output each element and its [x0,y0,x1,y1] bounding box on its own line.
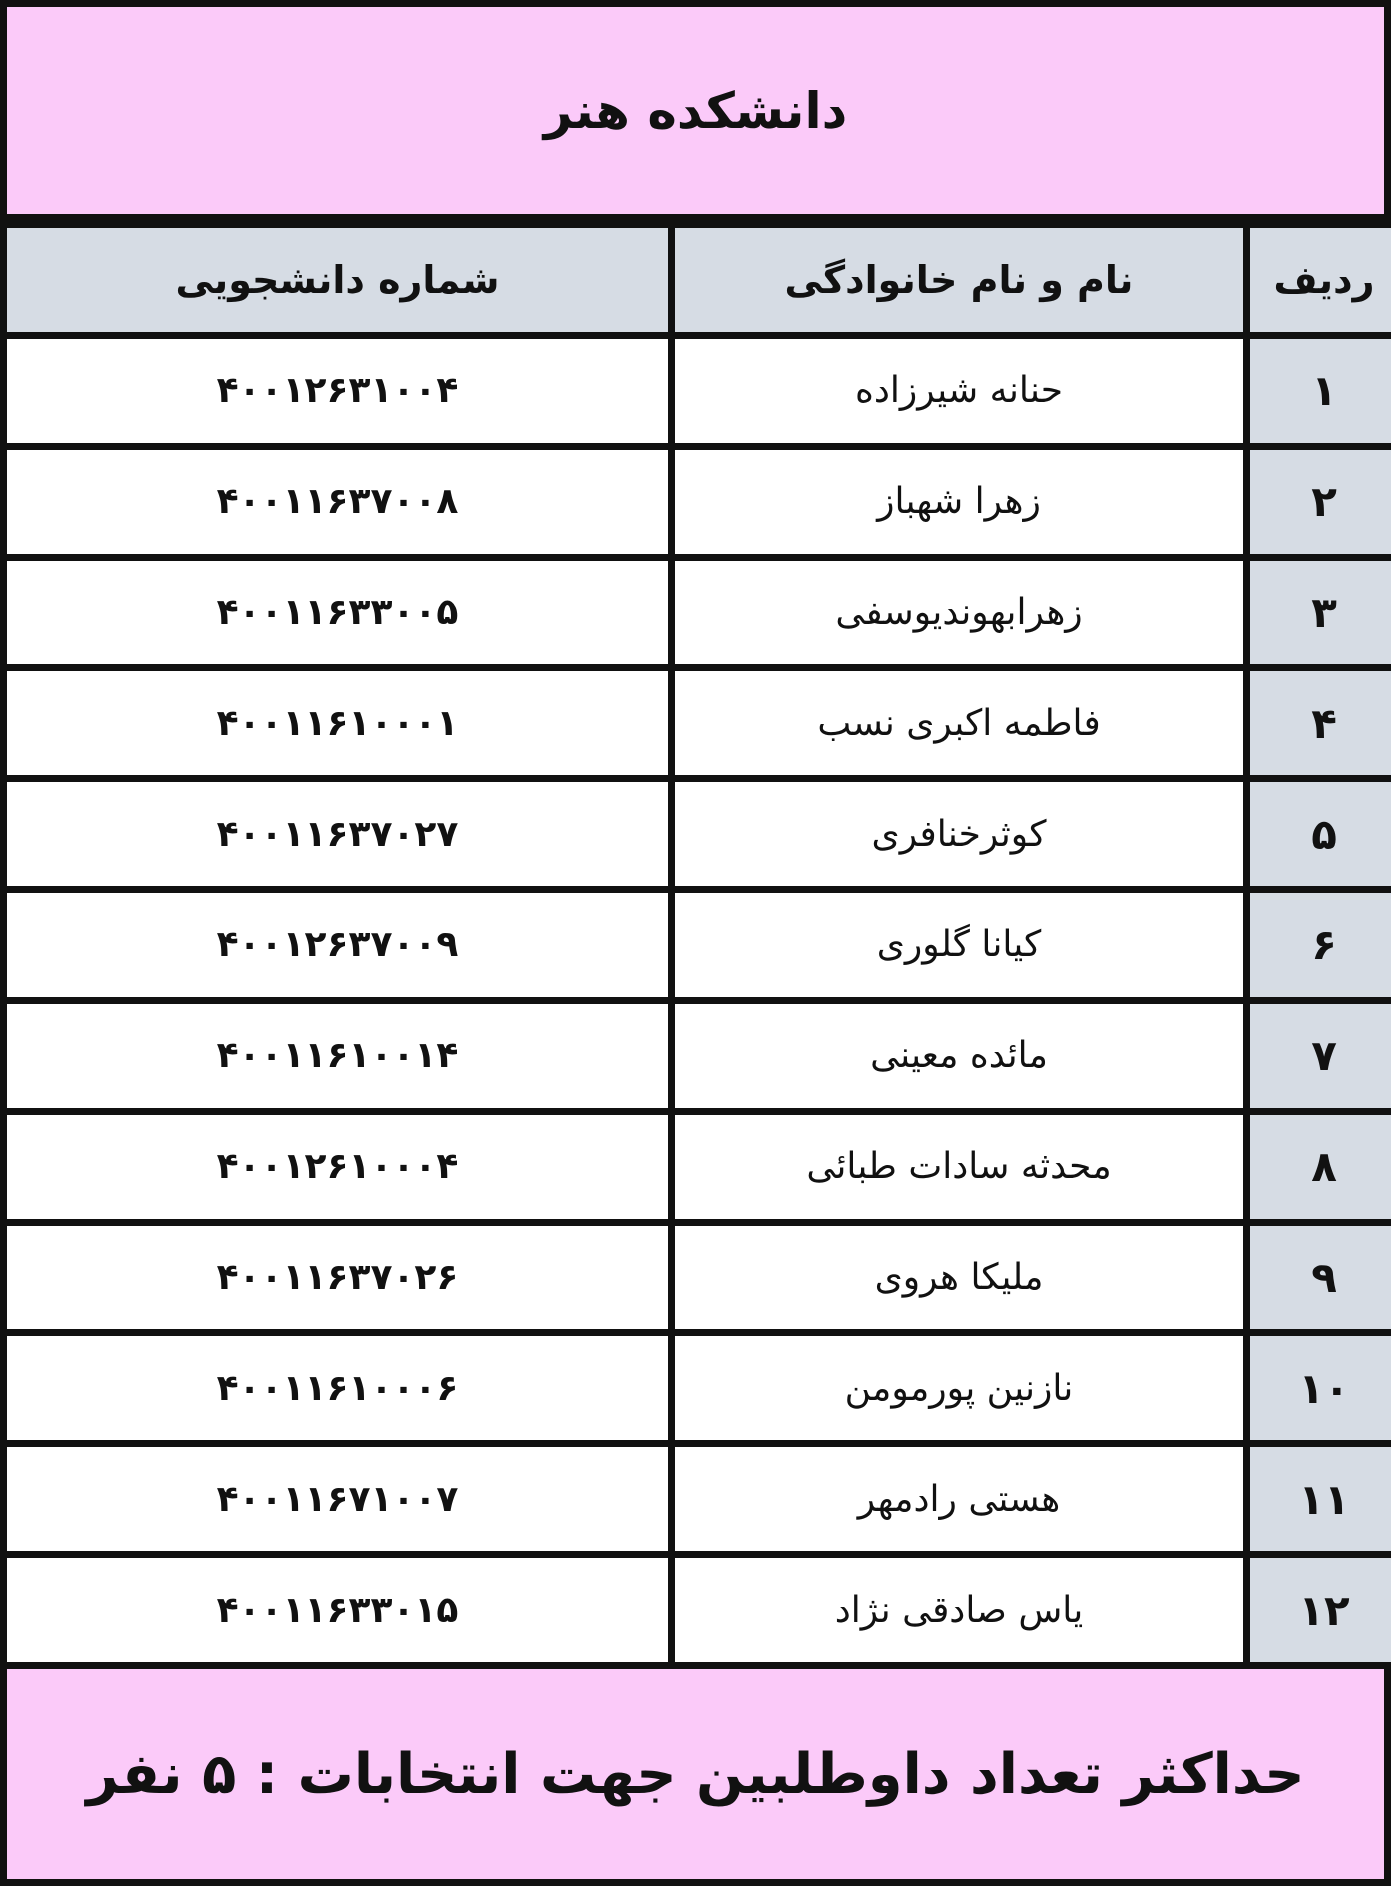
student-name-cell: زهرا شهباز [675,450,1243,554]
student-name-cell: حنانه شیرزاده [675,339,1243,443]
footer-note: حداکثر تعداد داوطلبین جهت انتخابات : ۵ نفر [86,1741,1305,1807]
row-number-cell: ۷ [1250,1004,1391,1108]
student-name-cell: فاطمه اکبری نسب [675,671,1243,775]
student-name-cell: محدثه سادات طبائی [675,1115,1243,1219]
student-id-cell: ۴۰۰۱۱۶۱۰۰۰۶ [7,1336,668,1440]
student-id-cell: ۴۰۰۱۱۶۳۳۰۰۵ [7,561,668,665]
student-name-cell: زهرابهوندیوسفی [675,561,1243,665]
student-name-cell: ملیکا هروی [675,1226,1243,1330]
title-band [7,7,1384,221]
row-number-cell: ۸ [1250,1115,1391,1219]
column-header-student-id: شماره دانشجویی [7,228,668,332]
student-id-cell: ۴۰۰۱۲۶۳۷۰۰۹ [7,893,668,997]
student-id-cell: ۴۰۰۱۲۶۱۰۰۰۴ [7,1115,668,1219]
row-number-cell: ۱ [1250,339,1391,443]
footer-band [7,1669,1384,1879]
row-number-cell: ۱۰ [1250,1336,1391,1440]
row-number-cell: ۶ [1250,893,1391,997]
student-name-cell: هستی رادمهر [675,1447,1243,1551]
student-name-cell: نازنین پورمومن [675,1336,1243,1440]
student-id-cell: ۴۰۰۱۲۶۳۱۰۰۴ [7,339,668,443]
student-id-cell: ۴۰۰۱۱۶۳۳۰۱۵ [7,1558,668,1662]
student-id-cell: ۴۰۰۱۱۶۳۷۰۰۸ [7,450,668,554]
student-name-cell: کیانا گلوری [675,893,1243,997]
row-number-cell: ۱۱ [1250,1447,1391,1551]
student-name-cell: یاس صادقی نژاد [675,1558,1243,1662]
student-id-cell: ۴۰۰۱۱۶۷۱۰۰۷ [7,1447,668,1551]
row-number-cell: ۳ [1250,561,1391,665]
row-number-cell: ۱۲ [1250,1558,1391,1662]
column-header-row: ردیف [1250,228,1391,332]
students-table [7,221,1384,1669]
student-id-cell: ۴۰۰۱۱۶۱۰۰۱۴ [7,1004,668,1108]
column-header-name: نام و نام خانوادگی [675,228,1243,332]
row-number-cell: ۹ [1250,1226,1391,1330]
student-id-cell: ۴۰۰۱۱۶۳۷۰۲۶ [7,1226,668,1330]
student-name-cell: کوثرخنافری [675,782,1243,886]
student-id-cell: ۴۰۰۱۱۶۱۰۰۰۱ [7,671,668,775]
student-name-cell: مائده معینی [675,1004,1243,1108]
student-id-cell: ۴۰۰۱۱۶۳۷۰۲۷ [7,782,668,886]
page-title: دانشکده هنر [543,81,848,140]
row-number-cell: ۴ [1250,671,1391,775]
row-number-cell: ۲ [1250,450,1391,554]
row-number-cell: ۵ [1250,782,1391,886]
